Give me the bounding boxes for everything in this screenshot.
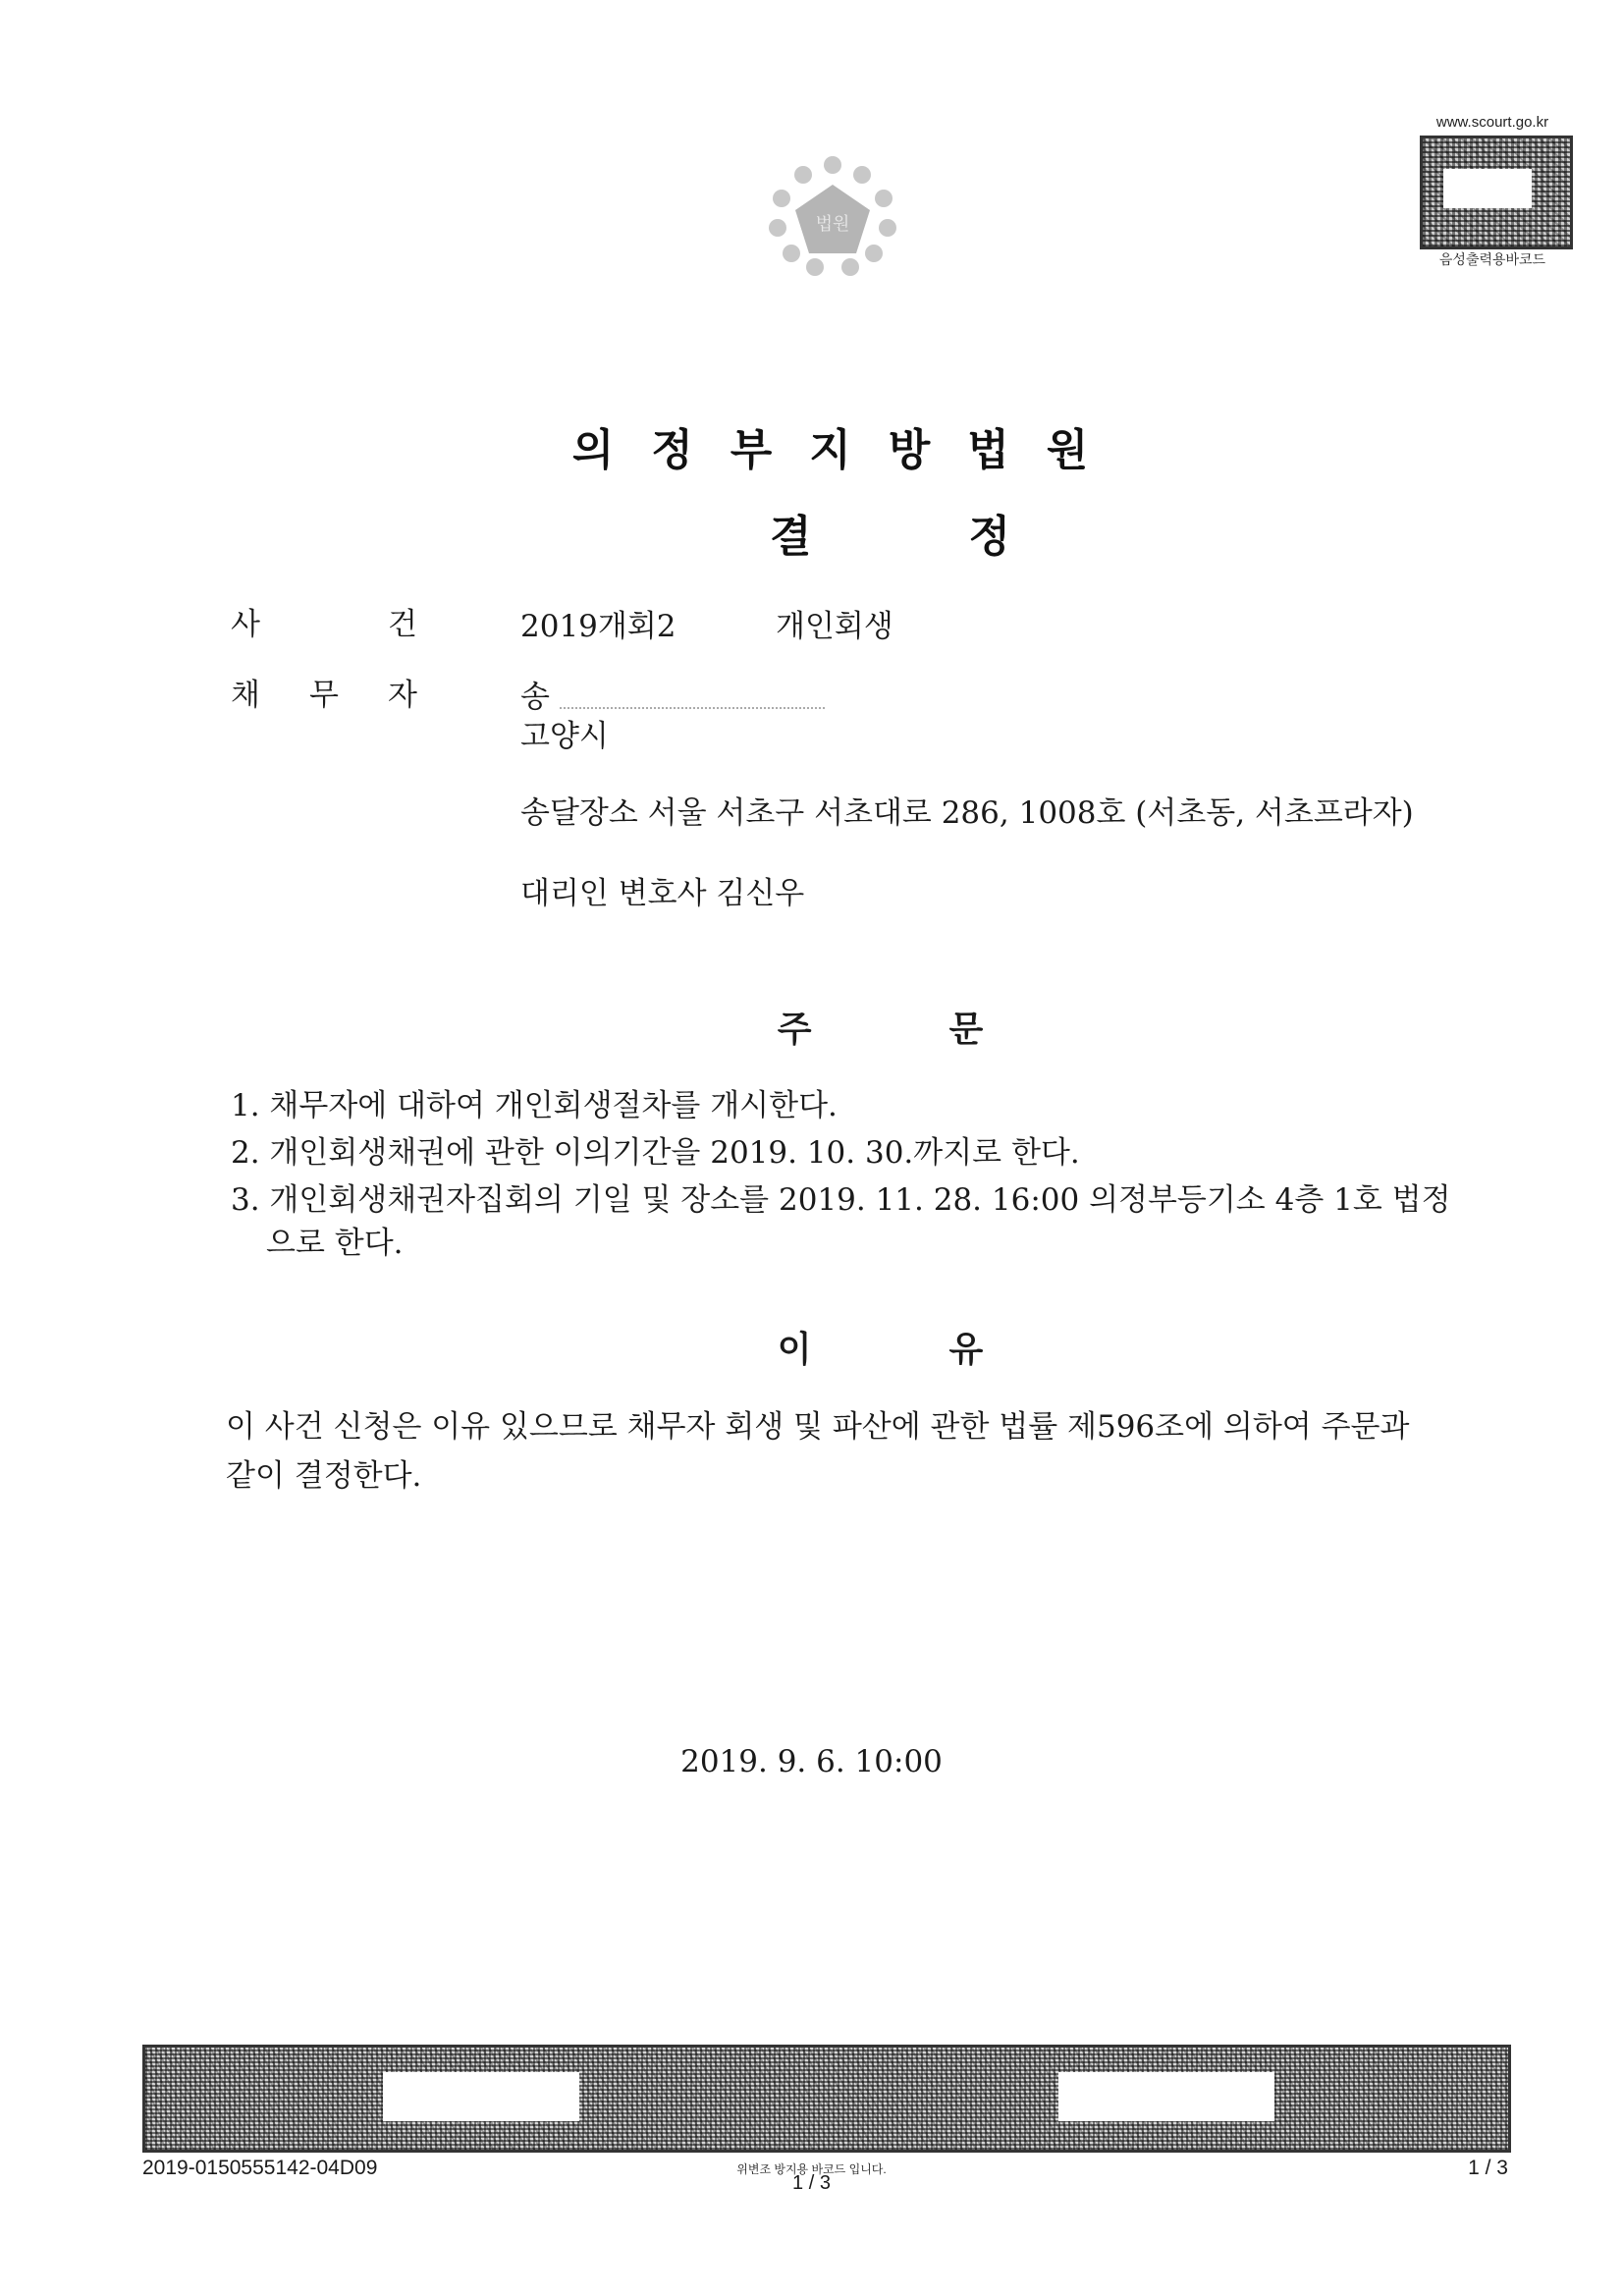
debtor-label bbox=[231, 670, 417, 714]
court-emblem bbox=[754, 147, 911, 285]
legal-agent: 대리인 변호사 김신우 bbox=[520, 876, 805, 911]
order-item: 3. 개인회생채권자집회의 기일 및 장소를 2019. 11. 28. 16:00 의정부등기소 4층 1호 법정으로 한다. bbox=[231, 1182, 1451, 1261]
barcode-caption: 음성출력용바코드 bbox=[1438, 251, 1546, 267]
barcode-url: www.scourt.go.kr bbox=[1435, 114, 1549, 131]
debtor-name: 송 bbox=[520, 680, 550, 715]
reason-text: 이 사건 신청은 이유 있으므로 채무자 회생 및 파산에 관한 법률 제596조에 의하여 주문과 같이 결정한다. bbox=[226, 1409, 1410, 1494]
emblem-text: 법원 bbox=[815, 214, 850, 235]
order-item: 2. 개인회생채권에 관한 이의기간을 2019. 10. 30.까지로 한다. bbox=[231, 1135, 1080, 1171]
page-number-center: 1 / 3 bbox=[792, 2172, 831, 2194]
document-code: 2019-0150555142-04D09 bbox=[142, 2157, 378, 2179]
case-label-char: 사 bbox=[231, 607, 260, 642]
case-label bbox=[231, 599, 417, 643]
debtor-label-char: 무 bbox=[309, 678, 339, 713]
document-title: 결정 bbox=[769, 512, 1167, 562]
debtor-label-char: 자 bbox=[388, 678, 417, 713]
decision-date: 2019. 9. 6. 10:00 bbox=[680, 1744, 943, 1779]
barcode-redaction bbox=[1443, 169, 1532, 208]
debtor-name-redaction bbox=[560, 678, 825, 709]
barcode-redaction bbox=[383, 2072, 579, 2121]
delivery-address: 송달장소 서울 서초구 서초대로 286, 1008호 (서초동, 서초프라자) bbox=[520, 795, 1414, 831]
case-label-char: 건 bbox=[388, 607, 417, 642]
anti-forgery-barcode bbox=[142, 2045, 1511, 2153]
barcode-note: 위변조 방지용 바코드 입니다. bbox=[736, 2162, 887, 2176]
court-name: 의정부지방법원 bbox=[571, 425, 1126, 475]
debtor-address: 고양시 bbox=[520, 719, 609, 754]
debtor-label-char: 채 bbox=[231, 678, 260, 713]
order-item: 1. 채무자에 대하여 개인회생절차를 개시한다. bbox=[231, 1088, 838, 1123]
reason-heading: 이유 bbox=[777, 1330, 1121, 1370]
page-number: 1 / 3 bbox=[1468, 2157, 1508, 2179]
case-number: 2019개회2 bbox=[520, 609, 676, 644]
order-heading: 주문 bbox=[777, 1010, 1121, 1050]
barcode-redaction bbox=[1058, 2072, 1274, 2121]
case-type: 개인회생 bbox=[776, 609, 893, 644]
